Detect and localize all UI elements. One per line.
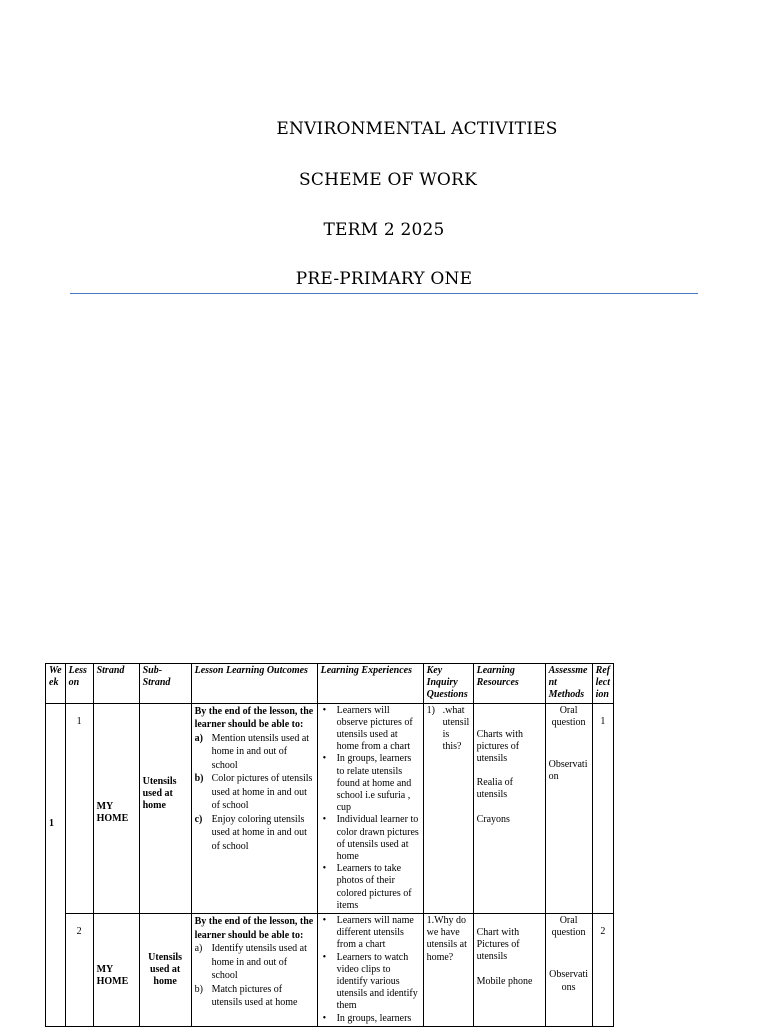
sub-strand-cell	[139, 703, 191, 913]
outcomes-intro: By the end of the lesson, the learner should be able to:	[194, 705, 314, 731]
outcome-text: Enjoy coloring utensils used at home in and out of school	[211, 813, 307, 852]
reflection-value: 1	[600, 715, 606, 727]
assessment-item: Observati on	[548, 759, 588, 783]
doc-title-type: SCHEME OF WORK	[299, 170, 477, 190]
doc-title-grade: PRE-PRIMARY ONE	[295, 269, 473, 289]
resource-item: Chart with Pictures of utensils	[476, 927, 520, 963]
outcome-marker: b)	[194, 773, 204, 785]
inquiry-cell	[423, 703, 473, 913]
inquiry-cell	[423, 914, 473, 1027]
table-row	[46, 703, 614, 913]
experiences-list	[321, 705, 420, 912]
week-cell	[46, 703, 66, 1026]
outcomes-list	[195, 942, 314, 1010]
reflection-cell	[592, 703, 613, 913]
list-item: • Learners will observe pictures of utensils used at home from a chart	[321, 705, 420, 754]
list-item	[195, 732, 314, 773]
outcome-marker: a)	[194, 732, 203, 744]
inquiry-text: .what utensil is this?	[442, 704, 470, 753]
col-header-strand: Strand	[93, 664, 139, 704]
assessment-item: Observati ons	[549, 969, 589, 993]
strand-value: MY HOME	[96, 801, 129, 825]
resources-cell	[473, 703, 545, 913]
list-item	[195, 813, 314, 854]
col-header-lesson: Less on	[65, 664, 93, 704]
outcome-text: Match pictures of utensils used at home	[211, 983, 298, 1009]
resource-item: Realia of utensils	[476, 777, 513, 801]
lesson-cell	[65, 914, 93, 1027]
col-header-inquiry: Key Inquiry Questions	[423, 664, 473, 704]
list-item: • Learners to take photos of their colored pictures of items	[321, 863, 420, 912]
table-header-row	[46, 664, 614, 704]
outcome-text: Identify utensils used at home in and out of school	[211, 943, 307, 982]
resource-item: Crayons	[476, 813, 510, 825]
list-item: • Individual learner to color drawn pictures of utensils used at home	[321, 814, 420, 863]
list-item	[195, 983, 314, 1010]
lesson-value: 1	[76, 715, 82, 727]
doc-title-subject: ENVIRONMENTAL ACTIVITIES	[276, 119, 558, 139]
assessment-item: Oral question	[551, 704, 586, 728]
inquiry-question: 1.Why do we have utensils at home?	[426, 915, 467, 963]
sub-strand-value: Utensils used at home	[148, 952, 183, 988]
col-header-week: We ek	[46, 664, 66, 704]
col-header-reflection: Ref lect ion	[592, 664, 613, 704]
experiences-cell	[317, 914, 423, 1027]
lesson-value: 2	[76, 926, 82, 938]
list-item: • In groups, learners	[321, 1013, 420, 1025]
lesson-cell	[65, 703, 93, 913]
col-header-resources: Learning Resources	[473, 664, 545, 704]
strand-cell	[93, 703, 139, 913]
experiences-list	[321, 915, 420, 1025]
sub-strand-value: Utensils used at home	[142, 776, 177, 812]
outcomes-intro: By the end of the lesson, the learner should be able to:	[194, 916, 314, 941]
list-item: • In groups, learners to relate utensils found at home and school i.e sufuria , cup	[321, 753, 420, 814]
outcomes-cell	[191, 703, 317, 913]
inquiry-marker: 1)	[426, 704, 435, 716]
scheme-table	[45, 663, 614, 1027]
strand-value: MY HOME	[96, 964, 129, 988]
doc-title-term: TERM 2 2025	[323, 220, 445, 240]
reflection-cell	[592, 914, 613, 1027]
resources-cell	[473, 914, 545, 1027]
col-header-experiences: Learning Experiences	[317, 664, 423, 704]
reflection-value: 2	[600, 926, 606, 938]
outcome-marker: c)	[194, 813, 203, 825]
list-item	[195, 772, 314, 813]
sub-strand-cell	[139, 914, 191, 1027]
resource-item: Charts with pictures of utensils	[476, 728, 523, 765]
col-header-sub-strand: Sub- Strand	[139, 664, 191, 704]
outcome-text: Mention utensils used at home in and out of school	[211, 732, 310, 771]
outcomes-cell	[191, 914, 317, 1027]
outcomes-list	[195, 732, 314, 854]
experiences-cell	[317, 703, 423, 913]
assessment-cell	[545, 703, 592, 913]
inquiry-question	[427, 705, 470, 754]
outcome-marker: b)	[194, 983, 203, 995]
outcome-text: Color pictures of utensils used at home in and out of school	[211, 773, 313, 812]
strand-cell	[93, 914, 139, 1027]
list-item	[195, 942, 314, 983]
table-row	[46, 914, 614, 1027]
title-divider	[70, 293, 698, 294]
col-header-assessment: Assessme nt Methods	[545, 664, 592, 704]
assessment-cell	[545, 914, 592, 1027]
list-item: • Learners to watch video clips to identify various utensils and identify them	[321, 952, 420, 1013]
outcome-marker: a)	[194, 943, 203, 955]
list-item: • Learners will name different utensils from a chart	[321, 915, 420, 952]
col-header-outcomes: Lesson Learning Outcomes	[191, 664, 317, 704]
week-value: 1	[49, 817, 54, 829]
resource-item: Mobile phone	[476, 975, 533, 987]
assessment-item: Oral question	[551, 915, 586, 939]
